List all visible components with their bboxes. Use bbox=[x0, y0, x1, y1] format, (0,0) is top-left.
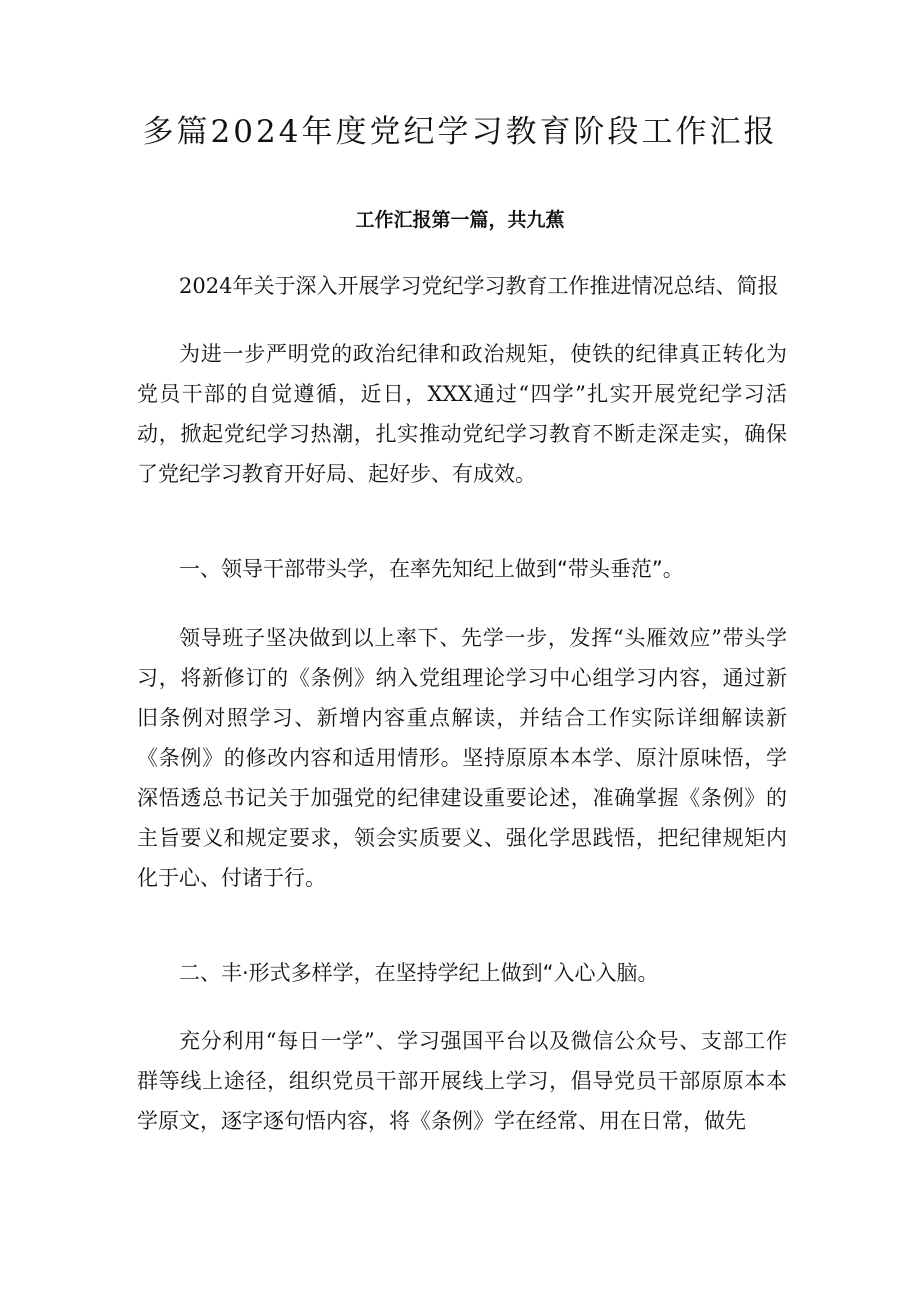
intro-paragraph: 为进一步严明党的政治纪律和政治规矩，使铁的纪律真正转化为党员干部的自觉遵循，近日，XXX通过“四学”扎实开展党纪学习活动，掀起党纪学习热潮，扎实推动党纪学习教育不断走深走实，确保了党纪学习教育开好局、起好步、有成效。 bbox=[137, 342, 787, 486]
section-1-paragraph: 领导班子坚决做到以上率下、先学一步，发挥“头雁效应”带头学习，将新修订的《条例》纳入党组理论学习中心组学习内容，通过新旧条例对照学习、新增内容重点解读，并结合工作实际详细解读新《条例》的修改内容和适用情形。坚持原原本本学、原汁原味悟，学深悟透总书记关于加强党的纪律建设重要论述，准确掌握《条例》的主旨要义和规定要求，领会实质要义、强化学思践悟，把纪律规矩内化于心、付诸于行。 bbox=[137, 626, 787, 890]
section-2-paragraph: 充分利用“每日一学”、学习强国平台以及微信公众号、支部工作群等线上途径，组织党员干部开展线上学习，倡导党员干部原原本本学原文，逐字逐句悟内容，将《条例》学在经常、用在日常，做先 bbox=[137, 1029, 787, 1133]
intro-title: 2024年关于深入开展学习党纪学习教育工作推进情况总结、简报 bbox=[179, 274, 779, 298]
document-title: 多篇2024年度党纪学习教育阶段工作汇报 bbox=[142, 114, 778, 150]
section-2-heading: 二、丰·形式多样学，在坚持学纪上做到“入心入脑。 bbox=[179, 961, 659, 985]
document-subtitle: 工作汇报第一篇，共九蕉 bbox=[355, 209, 565, 231]
section-1-heading: 一、领导干部带头学，在率先知纪上做到“带头垂范”。 bbox=[179, 557, 684, 581]
